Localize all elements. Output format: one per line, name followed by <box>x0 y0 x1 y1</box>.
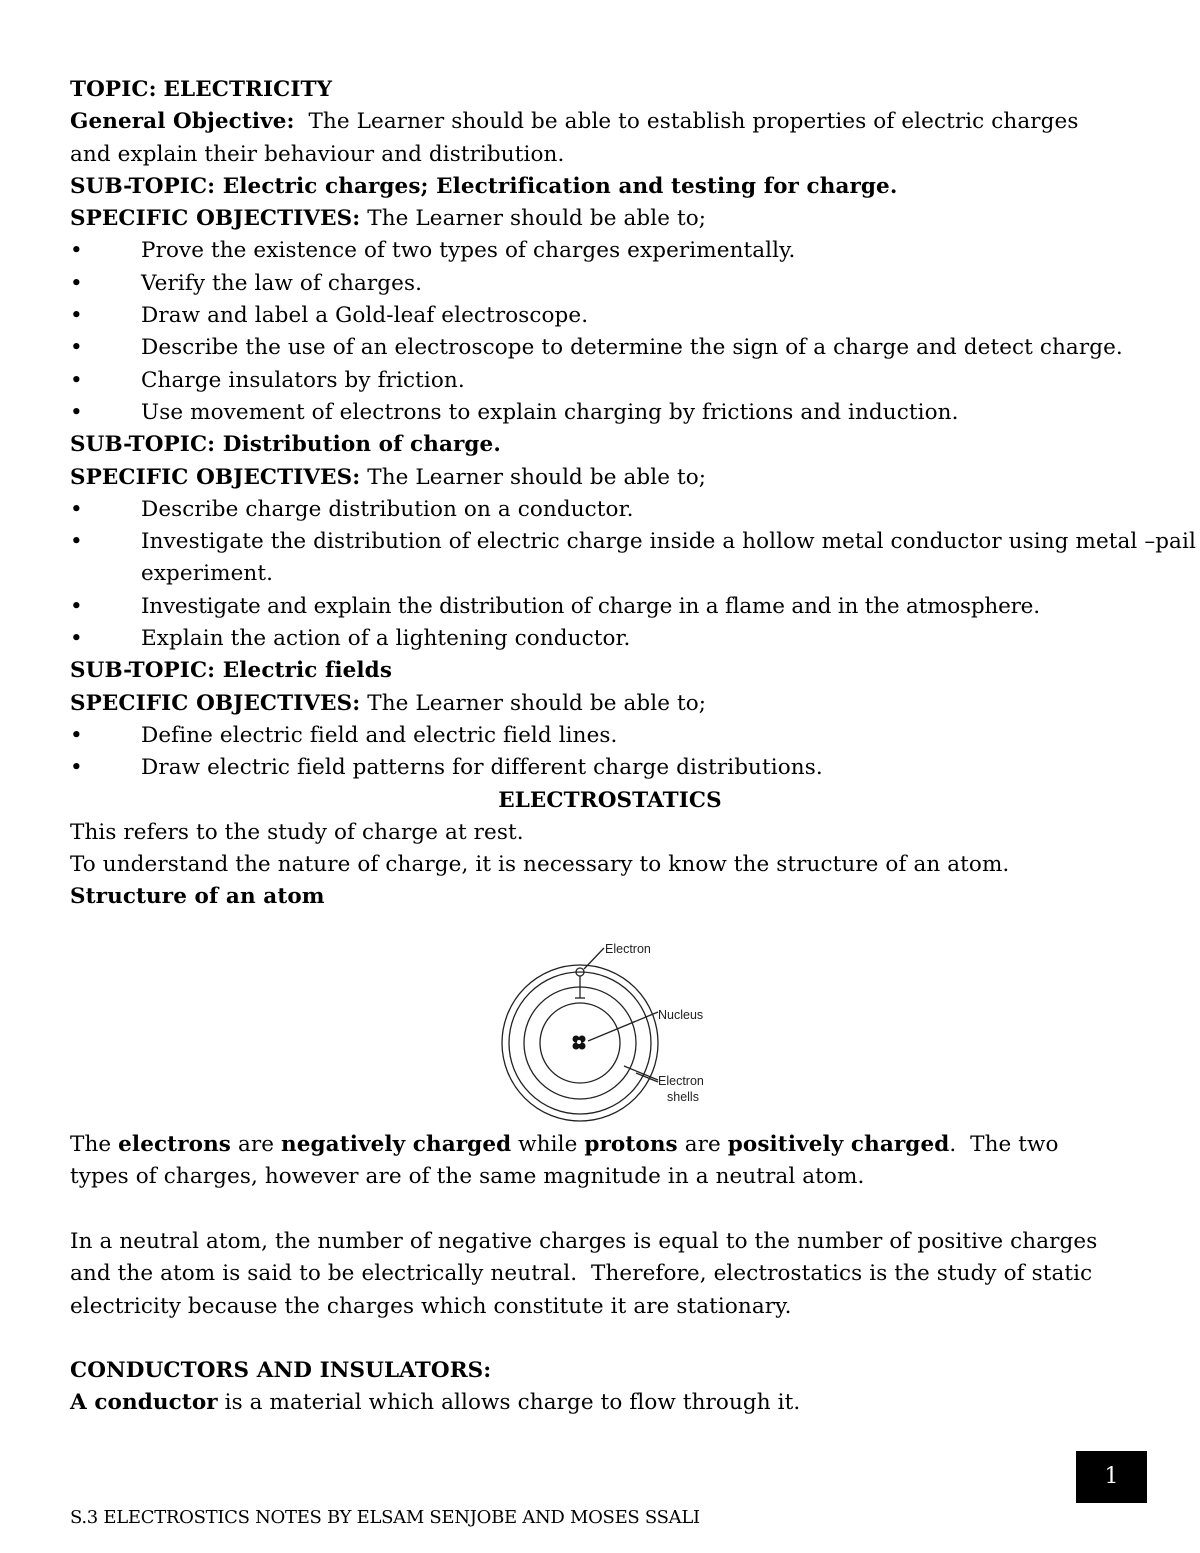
electrostatics-definition: This refers to the study of charge at rest. <box>70 819 524 845</box>
subtopic-title: SUB-TOPIC: Distribution of charge. <box>70 432 501 458</box>
subtopic-heading <box>70 655 1150 687</box>
text-run: . The two <box>949 1132 1059 1157</box>
list-item-text: Describe charge distribution on a conductor. <box>141 496 634 522</box>
topic-value: ELECTRICITY <box>163 77 333 102</box>
list-item <box>70 365 1150 397</box>
list-item-text: Prove the existence of two types of charges experimentally. <box>141 238 796 264</box>
general-objective-label: General Objective: <box>70 109 295 135</box>
text-run: while <box>511 1132 585 1157</box>
list-item-text: Verify the law of charges. <box>141 270 423 296</box>
text-run: are <box>677 1132 728 1157</box>
subtopic-title: SUB-TOPIC: Electric fields <box>70 658 393 684</box>
neutral-line-1: In a neutral atom, the number of negative charges is equal to the number of positive charges <box>70 1229 1098 1254</box>
atom-diagram <box>498 940 728 1130</box>
electrostatics-heading: ELECTROSTATICS <box>498 787 722 813</box>
protons-term: protons <box>584 1132 678 1157</box>
subtopic-title: SUB-TOPIC: Electric charges; Electrification and testing for charge. <box>70 173 898 199</box>
conductor-term: A conductor <box>70 1390 218 1416</box>
list-item-text: Explain the action of a lightening conductor. <box>141 626 631 652</box>
text-run: are <box>231 1132 282 1157</box>
list-item <box>70 494 1150 526</box>
positively-charged-term: positively charged <box>727 1132 950 1157</box>
bullet-icon: • <box>70 303 83 329</box>
label-electron-shells-1: Electron <box>658 1074 704 1088</box>
bullet-icon: • <box>70 722 83 748</box>
neutral-line-3: electricity because the charges which constitute it are stationary. <box>70 1293 792 1319</box>
neutral-line-2: and the atom is said to be electrically neutral. Therefore, electrostatics is the study of static <box>70 1261 1093 1287</box>
list-item <box>70 526 1200 591</box>
footer-text: S.3 ELECTROSTICS NOTES BY ELSAM SENJOBE AND MOSES SSALI <box>70 1507 700 1528</box>
shell-leader-2 <box>636 1073 658 1082</box>
bullet-icon: • <box>70 755 83 781</box>
objectives-label: SPECIFIC OBJECTIVES: <box>70 206 361 232</box>
list-item <box>70 591 1150 623</box>
list-item-text: Draw and label a Gold-leaf electroscope. <box>141 303 589 329</box>
list-item-text: Investigate and explain the distribution of charge in a flame and in the atmosphere. <box>141 593 1040 619</box>
objectives-line <box>70 462 1150 494</box>
list-item-text: Investigate the distribution of electric charge inside a hollow metal conductor using metal –pail experiment. <box>141 529 1196 587</box>
subtopic-heading <box>70 171 1150 203</box>
bullet-icon: • <box>70 399 83 425</box>
list-item <box>70 332 1151 364</box>
bullet-icon: • <box>70 270 83 296</box>
charges-paragraph <box>70 1129 1160 1194</box>
bullet-icon: • <box>70 626 83 652</box>
bullet-icon: • <box>70 367 83 393</box>
objectives-intro: The Learner should be able to; <box>367 206 707 232</box>
general-objective-line <box>70 106 1150 138</box>
neutral-atom-paragraph <box>70 1226 1160 1323</box>
conductor-definition-text: is a material which allows charge to flow through it. <box>217 1390 801 1416</box>
charges-line-1 <box>70 1129 1160 1161</box>
topic-label: TOPIC: <box>70 77 157 102</box>
page-number: 1 <box>1076 1451 1147 1503</box>
list-item <box>70 300 1150 332</box>
objectives-label: SPECIFIC OBJECTIVES: <box>70 464 361 490</box>
list-item <box>70 623 1150 655</box>
subtopic-heading <box>70 429 1150 461</box>
conductors-heading <box>70 1355 1160 1387</box>
list-item <box>70 235 1150 267</box>
bullet-icon: • <box>70 238 83 264</box>
document-body <box>70 74 1196 914</box>
list-item-text: Use movement of electrons to explain charging by frictions and induction. <box>141 399 959 425</box>
electrons-term: electrons <box>118 1132 232 1157</box>
general-objective-text-cont: and explain their behaviour and distribution. <box>70 141 565 167</box>
nucleus-leader <box>588 1012 658 1041</box>
general-objective-text: The Learner should be able to establish properties of electric charges <box>308 109 1079 135</box>
list-item <box>70 268 1150 300</box>
list-item <box>70 720 1150 752</box>
section-heading <box>70 785 1150 817</box>
atom-diagram-svg <box>498 940 728 1130</box>
bullet-icon: • <box>70 335 83 361</box>
text-run: The <box>70 1132 119 1157</box>
label-nucleus: Nucleus <box>658 1008 704 1022</box>
bullet-icon: • <box>70 496 83 522</box>
list-item <box>70 752 1150 784</box>
list-item-text: Draw electric field patterns for different charge distributions. <box>141 755 823 781</box>
charges-line-2: types of charges, however are of the same magnitude in a neutral atom. <box>70 1164 865 1190</box>
bullet-icon: • <box>70 529 83 555</box>
conductors-section <box>70 1355 1160 1420</box>
topic-line <box>70 74 1150 106</box>
list-item-text: Charge insulators by friction. <box>141 367 465 393</box>
objectives-intro: The Learner should be able to; <box>367 464 707 490</box>
list-item <box>70 397 1150 429</box>
structure-heading-text: Structure of an atom <box>70 884 325 910</box>
list-item-text: Define electric field and electric field lines. <box>141 722 618 748</box>
list-item-text: Describe the use of an electroscope to determine the sign of a charge and detect charge. <box>141 335 1123 361</box>
objectives-intro: The Learner should be able to; <box>367 690 707 716</box>
nucleus-icon <box>573 1036 586 1050</box>
electrostatics-intro: To understand the nature of charge, it is necessary to know the structure of an atom. <box>70 852 1010 878</box>
shell-leader-1 <box>624 1066 658 1080</box>
structure-heading <box>70 881 1150 913</box>
conductors-heading-text: CONDUCTORS AND INSULATORS: <box>70 1358 492 1383</box>
objectives-label: SPECIFIC OBJECTIVES: <box>70 690 361 716</box>
negatively-charged-term: negatively charged <box>281 1132 512 1157</box>
objectives-line <box>70 203 1150 235</box>
objectives-line <box>70 688 1150 720</box>
label-electron-shells-2: shells <box>667 1090 699 1104</box>
conductor-definition <box>70 1387 1160 1419</box>
label-electron: Electron <box>605 942 651 956</box>
bullet-icon: • <box>70 593 83 619</box>
